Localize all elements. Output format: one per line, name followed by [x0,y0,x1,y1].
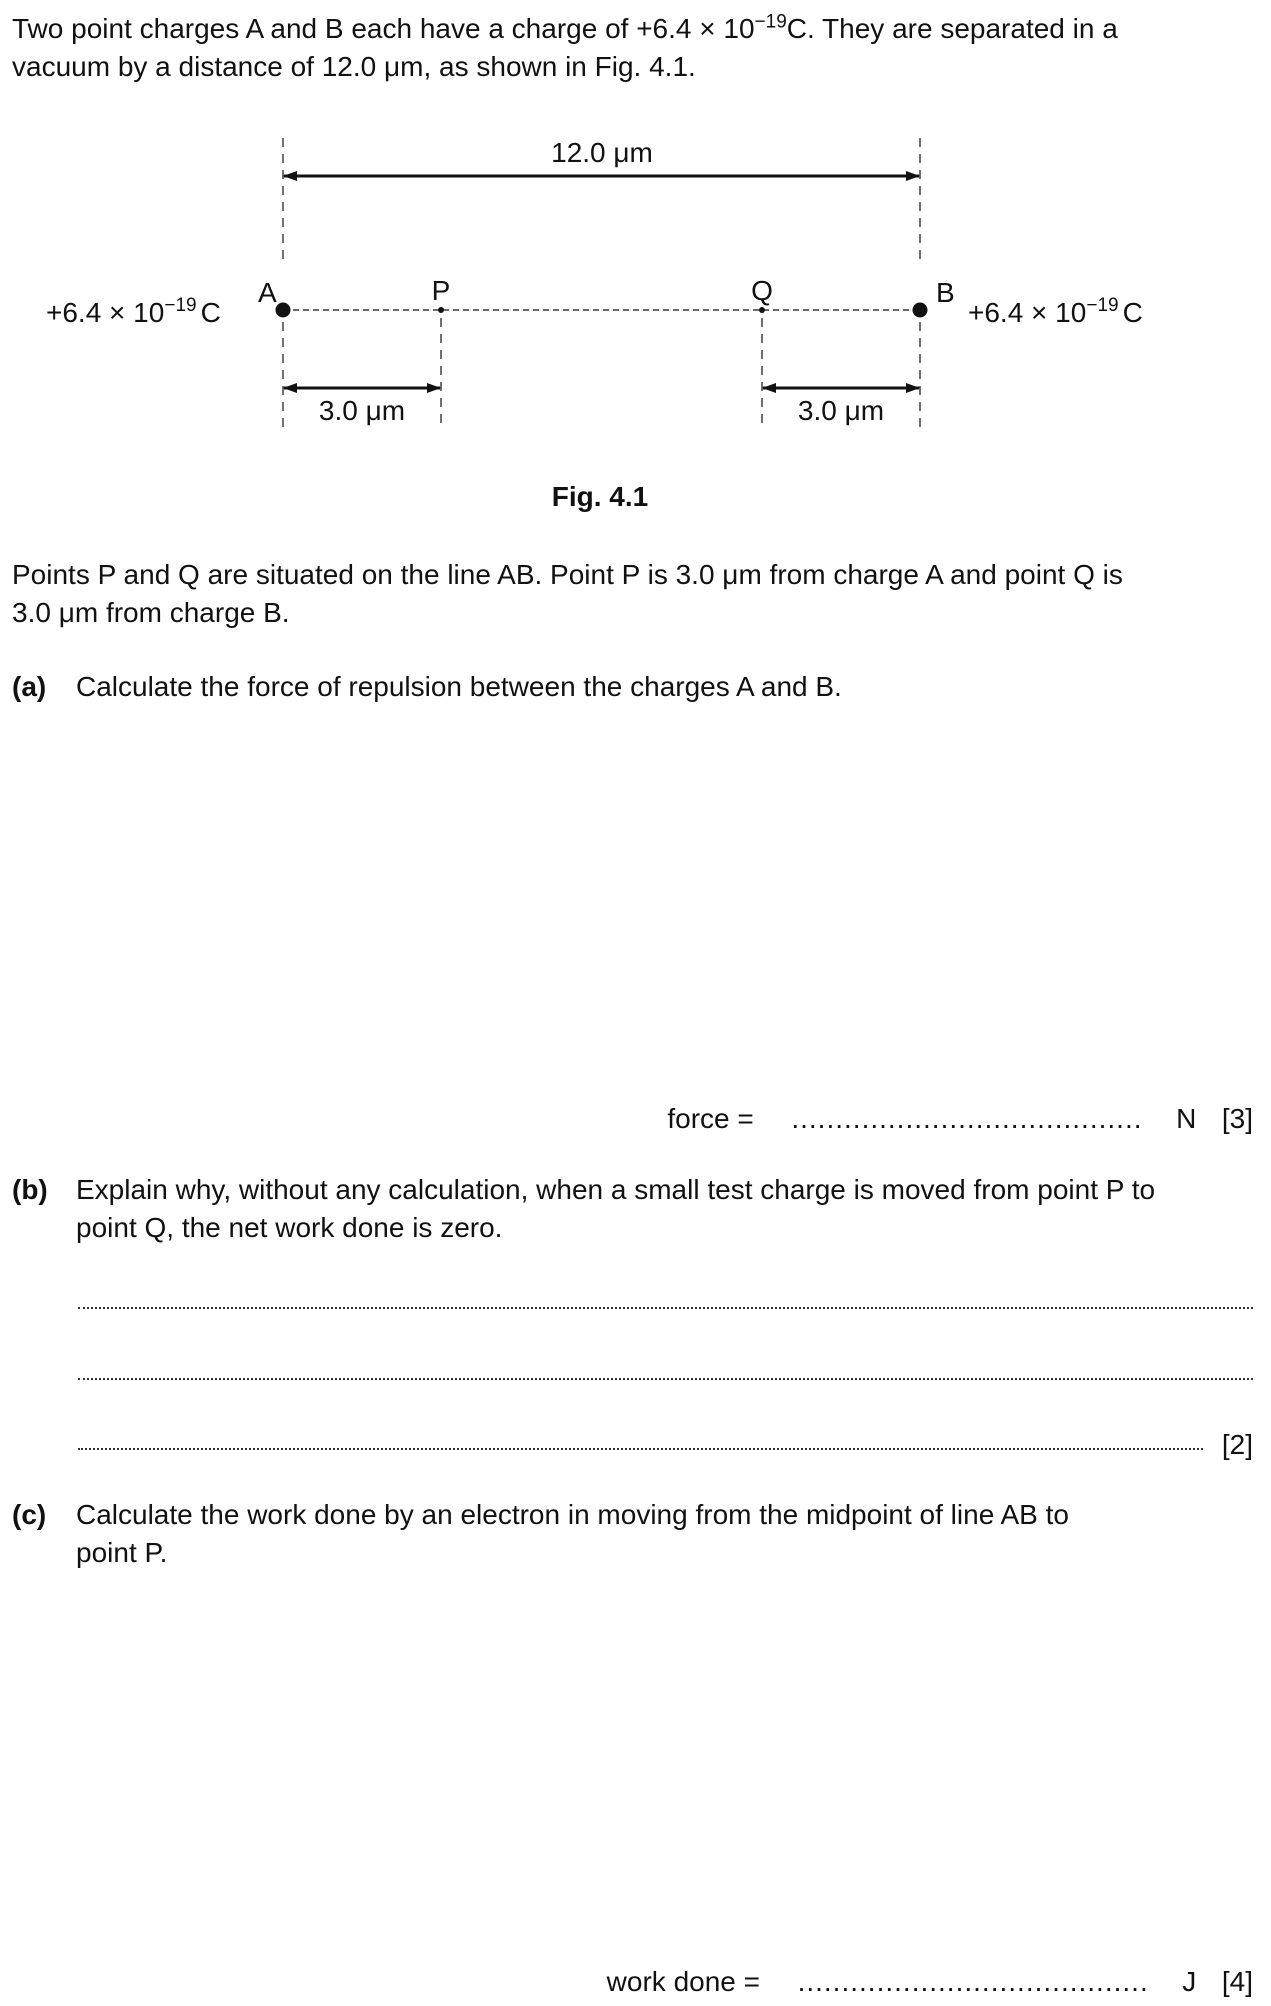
distance-label-qb: 3.0 μm [797,395,885,426]
charge-a-dot [276,303,291,318]
distance-label-ab: 12.0 μm [551,137,653,168]
label-q: Q [751,275,773,306]
part-c-marks: [4] [1221,1966,1253,1997]
label-a: A [258,277,277,308]
part-b-question-line-2: point Q, the net work done is zero. [76,1212,503,1243]
point-q-dot [759,307,765,313]
point-p-dot [438,307,444,313]
part-b-answer-line-2[interactable] [78,1376,1253,1380]
intro-line-1: Two point charges A and B each have a charge of $+6.4 \times 10^{-19}C$. They are separated in a [12,11,1118,44]
force-label: force = [667,1103,754,1134]
work-done-unit: J [1182,1966,1197,1997]
part-b-marks: [2] [1221,1429,1253,1460]
part-a-marks: [3] [1221,1103,1253,1134]
points-line-2: 3.0 μm from charge B. [12,597,290,628]
part-a-question: Calculate the force of repulsion between the charges A and B. [76,671,842,702]
work-done-answer-field[interactable]: ........................................ [797,1966,1149,1997]
part-c-question-line-1: Calculate the work done by an electron in moving from the midpoint of line AB to [76,1499,1069,1530]
work-done-label: work done = [606,1966,760,1997]
points-line-1: Points P and Q are situated on the line AB. Point P is 3.0 μm from charge A and point Q is [12,559,1123,590]
part-c-answer-row [607,1963,1253,2001]
part-a-answer-row [667,1100,1253,1138]
label-p: P [431,275,451,306]
charge-left-value: $+6.4 \times 10^{-19}$ C [46,295,221,328]
figure-caption: Fig. 4.1 [551,481,649,512]
force-answer-field[interactable]: ........................................ [791,1103,1143,1134]
part-b-label: (b) [12,1174,48,1205]
part-c-question-line-2: point P. [76,1537,168,1568]
part-a-label: (a) [12,671,47,702]
label-b: B [936,277,955,308]
intro-line-2: vacuum by a distance of 12.0 μm, as shown in Fig. 4.1. [12,51,696,82]
force-unit: N [1176,1103,1197,1134]
distance-label-ap: 3.0 μm [318,395,406,426]
charge-b-dot [913,303,928,318]
part-c-label: (c) [12,1499,47,1530]
charge-right-value: $+6.4 \times 10^{-19}$ C [968,295,1143,328]
part-b-answer-line-1[interactable] [78,1305,1253,1309]
part-b-question-line-1: Explain why, without any calculation, when a small test charge is moved from point P to [76,1174,1156,1205]
part-b-answer-line-3[interactable] [78,1446,1203,1450]
figure-4-1 [0,0,1271,440]
